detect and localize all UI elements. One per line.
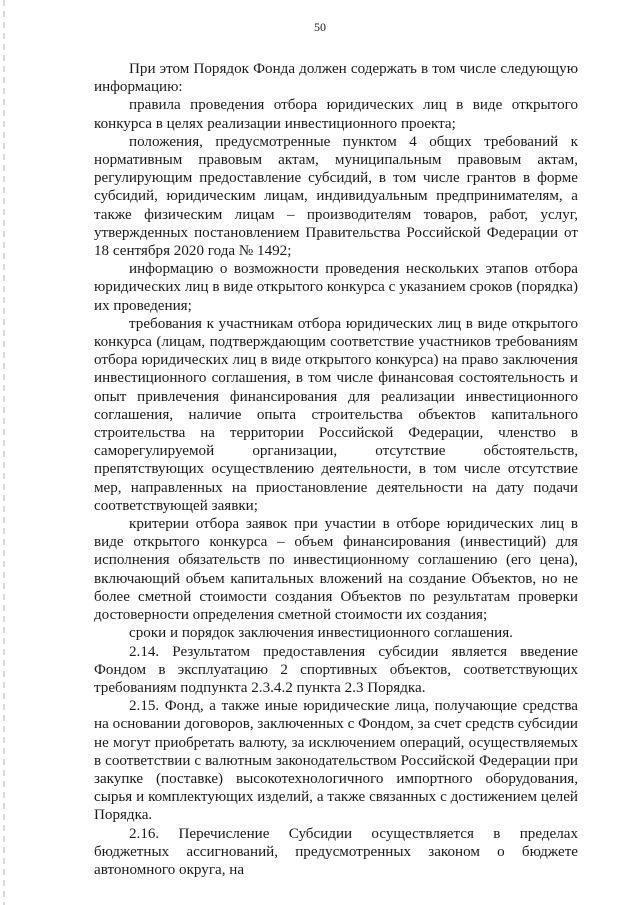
paragraph-terms: сроки и порядок заключения инвестиционного соглашения. [129, 625, 513, 642]
paragraph-intro: При этом Порядок Фонда должен содержать в том числе следующую информацию: [94, 61, 578, 96]
paragraph-2-15: 2.15. Фонд, а также иные юридические лица, получающие средства на основании договоров, заключенных с Фондом, за счет средств субсидии не могут приобретать валюту, за исключением операций, осуществляемых в соответствии с валютным законодательством Российской Федерации при закупке (поставке) высокотехнологичного импортного оборудования, сырья и комплектующих изделий, а также связанных с достижением целей Порядка. [94, 698, 578, 824]
paragraph-2-16: 2.16. Перечисление Субсидии осуществляется в пределах бюджетных ассигнований, предусмотренных законом о бюджете автономного округа, на [94, 825, 578, 878]
paragraph-rules: правила проведения отбора юридических лиц в виде открытого конкурса в целях реализации инвестиционного проекта; [94, 97, 578, 132]
paragraph-criteria: критерии отбора заявок при участии в отборе юридических лиц в виде открытого конкурса – объем финансирования (инвестиций) для исполнения обязательств по инвестиционному соглашению (его цена), включающий объем капитальных вложений на создание Объектов, но не более сметной стоимости создания Объектов по результатам проверки достоверности определения сметной стоимости их создания; [94, 516, 578, 624]
paragraph-stages: информацию о возможности проведения нескольких этапов отбора юридических лиц в виде открытого конкурса с указанием сроков (порядка) их проведения; [94, 261, 578, 314]
paragraph-2-14: 2.14. Результатом предоставления субсидии является введение Фондом в эксплуатацию 2 спортивных объектов, соответствующих требованиям подпункта 2.3.4.2 пункта 2.3 Порядка. [94, 643, 578, 696]
scan-edge-marks [3, 0, 5, 905]
paragraph-requirements: требования к участникам отбора юридических лиц в виде открытого конкурса (лицам, подтверждающим соответствие участников требованиям отбора юридических лиц в виде открытого конкурса) на право заключения инвестиционного соглашения, в том числе финансовая состоятельность и опыт привлечения финансирования для реализации инвестиционного соглашения, наличие опыта строительства объектов капитального строительства на территории Российской Федерации, членство в саморегулируемой организации, отсутствие обстоятельств, препятствующих осуществлению деятельности, в том числе отсутствие мер, направленных на приостановление деятельности на дату подачи соответствующей заявки; [94, 315, 578, 514]
page-number: 50 [314, 20, 326, 34]
paragraph-provisions: положения, предусмотренные пунктом 4 общих требований к нормативным правовым актам, муниципальным правовым актам, регулирующим предоставление субсидий, в том числе грантов в форме субсидий, юридическим лицам, индивидуальным предпринимателям, а также физическим лицам – производителям товаров, работ, услуг, утвержденных постановлением Правительства Российской Федерации от 18 сентября 2020 года № 1492; [94, 133, 578, 260]
document-body [94, 60, 578, 879]
